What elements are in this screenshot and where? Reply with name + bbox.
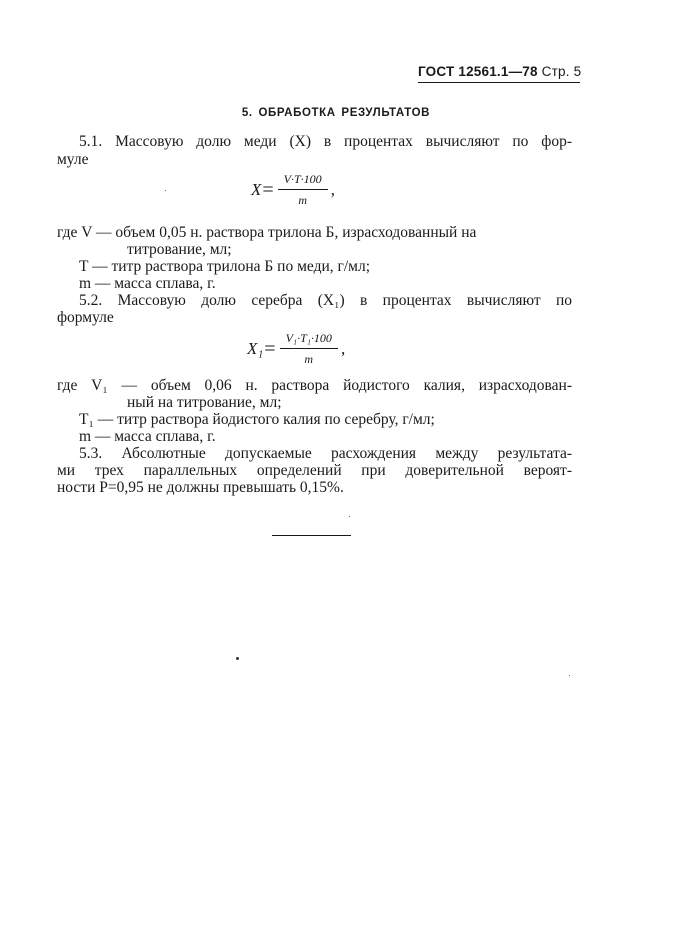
legend-2-t1-text: T₁ — титр раствора йодистого калия по серебру, г/мл; bbox=[79, 411, 435, 428]
formula-comma: , bbox=[330, 180, 335, 199]
formula-comma: , bbox=[340, 339, 346, 358]
formula-copper-numerator: V·T·100 bbox=[278, 172, 328, 190]
paragraph-5-1-line-1 bbox=[79, 133, 572, 151]
paragraph-5-3-line-2 bbox=[57, 462, 572, 480]
paragraph-5-1-line-1-text: 5.1. Массовую долю меди (X) в процентах вычисляют по фор- bbox=[79, 133, 572, 150]
scan-speck bbox=[349, 516, 350, 517]
formula-silver bbox=[247, 331, 345, 367]
legend-1-line-1 bbox=[57, 224, 572, 242]
legend-1-v-text: где V — объем 0,05 н. раствора трилона Б, израсходованный на bbox=[57, 224, 477, 241]
paragraph-5-2-line-2 bbox=[57, 309, 114, 327]
page-header bbox=[418, 64, 580, 83]
paragraph-5-2-line-1 bbox=[79, 292, 572, 310]
legend-2-line-4 bbox=[79, 428, 216, 446]
page-number: Стр. 5 bbox=[541, 64, 582, 79]
formula-copper-denominator: m bbox=[298, 193, 308, 207]
paragraph-5-3-line-2-text: ми трех параллельных определений при доверительной вероят- bbox=[57, 462, 572, 479]
end-of-section-rule bbox=[272, 535, 351, 536]
formula-copper-fraction bbox=[278, 172, 328, 208]
paragraph-5-3-line-1-text: 5.3. Абсолютные допускаемые расхождения между результата- bbox=[79, 445, 572, 462]
scan-speck bbox=[236, 657, 239, 660]
paragraph-5-3-line-1 bbox=[79, 445, 572, 463]
section-title: 5. ОБРАБОТКА РЕЗУЛЬТАТОВ bbox=[241, 107, 431, 119]
scan-speck bbox=[165, 190, 166, 191]
legend-1-t-text: T — титр раствора трилона Б по меди, г/мл; bbox=[79, 258, 371, 275]
legend-2-line-1 bbox=[57, 377, 572, 395]
formula-silver-numerator: V₁·T₁·100 bbox=[280, 331, 338, 349]
formula-copper bbox=[251, 172, 335, 208]
legend-2-v1-text: где V₁ — объем 0,06 н. раствора йодистого калия, израсходован- bbox=[57, 377, 572, 394]
equals-sign: = bbox=[264, 337, 276, 360]
legend-2-m-text: m — масса сплава, г. bbox=[79, 428, 216, 445]
legend-1-line-2 bbox=[127, 241, 232, 259]
legend-1-m-text: m — масса сплава, г. bbox=[79, 275, 216, 292]
scan-speck bbox=[569, 675, 570, 676]
paragraph-5-2-line-1-text: 5.2. Массовую долю серебра (X₁) в процентах вычисляют по bbox=[79, 292, 572, 309]
paragraph-5-2-line-2-text: формуле bbox=[57, 309, 114, 326]
legend-1-line-4 bbox=[79, 275, 216, 293]
paragraph-5-1-line-2 bbox=[57, 151, 89, 169]
legend-2-line-3 bbox=[79, 411, 435, 429]
paragraph-5-1-line-2-text: муле bbox=[57, 151, 89, 168]
legend-2-line-2 bbox=[127, 394, 282, 412]
legend-1-line-3 bbox=[79, 258, 370, 276]
paragraph-5-3-line-3-text: ности P=0,95 не должны превышать 0,15%. bbox=[57, 479, 344, 496]
formula-silver-lhs: X₁ bbox=[247, 339, 264, 358]
formula-copper-lhs: X bbox=[251, 180, 262, 199]
equals-sign: = bbox=[262, 178, 274, 201]
paragraph-5-3-line-3 bbox=[57, 479, 344, 497]
formula-silver-denominator: m bbox=[304, 352, 314, 366]
legend-1-v-continuation: титрование, мл; bbox=[127, 241, 232, 258]
formula-silver-fraction bbox=[280, 331, 338, 367]
standard-number: ГОСТ 12561.1—78 bbox=[418, 64, 538, 79]
legend-2-v1-continuation: ный на титрование, мл; bbox=[127, 394, 282, 411]
